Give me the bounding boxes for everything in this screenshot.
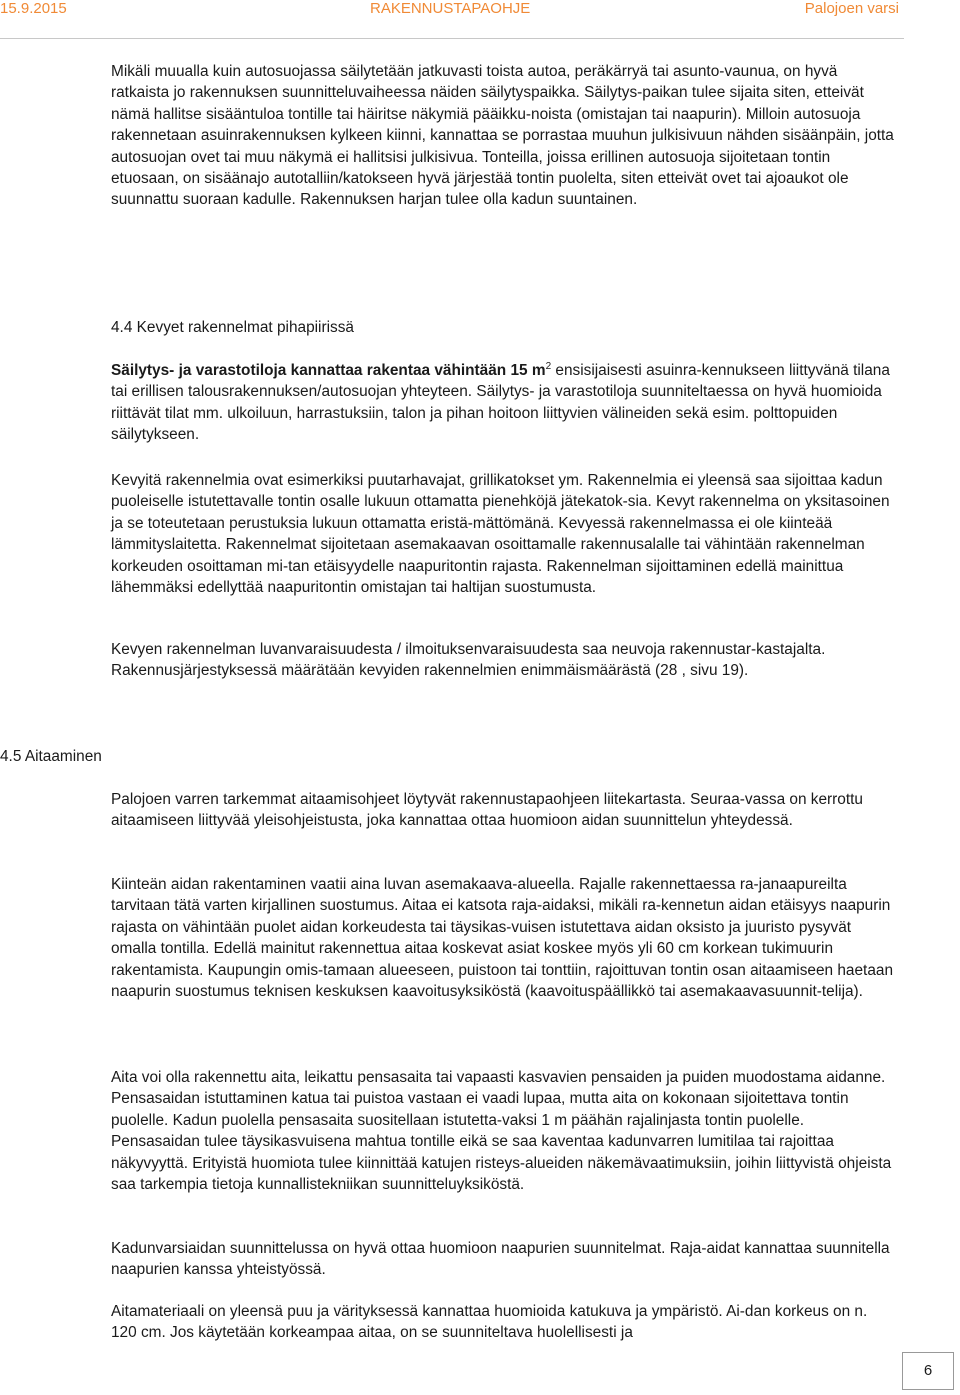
section-4-4-paragraph-2: Kevyitä rakennelmia ovat esimerkiksi puutarhavajat, grillikatokset ym. Rakennelmia ei yleensä saa sijoittaa kadun puoleiselle istutettavalle tontin osalle lukuun ottamatta pienehköjä jätekatok-sia. Kevyt rakennelma on yksitasoinen ja se toteutetaan perustuksia lukuun ottamatta eristä-mättömänä. Kevyessä rakennelmassa ei ole kiinteää lämmityslaitetta. Rakennelmat sijoitetaan asemakaavan osoittamalle rakennusalalle tai vähintään rakennelman korkeuden osoittaman mi-tan etäisyydelle naapuritontin rajasta. Rakennelman sijoittaminen edellä mainittua lähemmäksi edellyttää naapuritontin omistajan tai haltijan suostumusta. [111,472,890,597]
square-superscript: 2 [545,360,552,372]
header-date: 15.9.2015 [0,0,67,17]
header-place: Palojoen varsi [804,0,899,17]
page-number: 6 [902,1352,954,1390]
intro-paragraph: Mikäli muualla kuin autosuojassa säilytetään jatkuvasti toista autoa, peräkärryä tai asunto-vaunua, on hyvä ratkaista jo rakennuksen suunnitteluvaiheessa näiden säilytyspaikka. Säilytys-paikan tulee sijaita siten, etteivät nämä hallitse sisääntuloa tontille tai häiritse näkymiä pääikku-noista (omistajan tai naapurin). Milloin autosuoja rakennetaan asuinrakennuksen kylkeen kiinni, kannattaa se porrastaa muuhun julkisivuun nähden sisäänpäin, jotta autosuojan ovet tai muu näkymä ei hallitsisi julkisivua. Tonteilla, joissa erillinen autosuoja sijoitetaan tontin etuosaan, on sisäänajo autotalliin/katokseen hyvä järjestää tontin puolelta, siten etteivät ovet tai ajoaukot ole suunnattu suoraan kadulle. Rakennuksen harjan tulee olla kadun suuntainen. [111,63,894,209]
section-heading-4-4: 4.4 Kevyet rakennelmat pihapiirissä [111,319,354,336]
section-4-5-paragraph-5: Aitamateriaali on yleensä puu ja värityksessä kannattaa huomioida katukuva ja ympäristö. Ai-dan korkeus on n. 120 cm. Jos käytetään korkeampaa aitaa, on se suunniteltava huolellisesti ja [111,1303,868,1342]
section-4-5-paragraph-2: Kiinteän aidan rakentaminen vaatii aina luvan asemakaava-alueella. Rajalle rakennettaessa ra-janaapureilta tarvitaan tätä varten kirjallinen suostumus. Aitaa ei katsota raja-aidaksi, mikäli ra-kennetun aidan etäisyys naapurin rajasta on vähintään puolet aidan korkeudesta tai täysikas-vuisen istutettava aidan oksisto ja juuristo pysyvät omalla tontilla. Edellä mainitut rakennettua aitaa koskevat asiat koskee myös yli 60 cm korkean tukimuurin rakentamista. Kaupungin omis-tamaan alueeseen, puistoon tai tonttiin, rajoittuvan tontin osan aitaamiseen haetaan naapurin suostumus teknisen keskuksen kaavoitusyksiköstä (kaavoituspäällikkö tai asemakaavasuunnit-telija). [111,876,893,1001]
page-header [0,0,960,20]
header-title: RAKENNUSTAPAOHJE [370,0,531,17]
section-4-5-paragraph-4: Kadunvarsiaidan suunnittelussa on hyvä ottaa huomioon naapurien suunnitelmat. Raja-aidat kannattaa suunnitella naapurien kanssa yhteistyössä. [111,1240,890,1279]
section-4-4-paragraph-1 [111,360,896,446]
section-4-5-paragraph-3: Aita voi olla rakennettu aita, leikattu pensasaita tai vapaasti kasvavien pensaiden ja puiden muodostama aidanne. Pensasaidan istuttaminen katua tai puistoa vastaan ei vaadi lupaa, mutta aita on kokonaan sijoitettava tontin puolelle. Kadun puolella pensasaita suositellaan istutetta-vaksi 1 m päähän rajalinjasta tontin puolelle. Pensasaidan tulee täysikasvuisena mahtua tontille eikä se saa kaventaa kadunvarren lumitilaa tai rajoittaa näkyvyyttä. Erityistä huomiota tulee kiinnittää katujen risteys-alueiden näkemävaatimuksiin, joihin liittyvistä ohjeista saa tarkempia tietoja kunnallistekniikan suunnitteluyksiköstä. [111,1069,892,1194]
storage-size-recommendation: Säilytys- ja varastotiloja kannattaa rakentaa vähintään 15 m [111,362,546,379]
section-4-4-paragraph-3: Kevyen rakennelman luvanvaraisuudesta / ilmoituksenvaraisuudesta saa neuvoja rakennustar-kastajalta. Rakennusjärjestyksessä määrätään kevyiden rakennelmien enimmäismäärästä (28 , sivu 19). [111,641,826,680]
section-4-5-paragraph-1: Palojoen varren tarkemmat aitaamisohjeet löytyvät rakennustapaohjeen liitekartasta. Seuraa-vassa on kerrottu aitaamiseen liittyvää yleisohjeistusta, joka kannattaa ottaa huomioon aidan suunnittelun yhteydessä. [111,791,863,830]
section-heading-4-5: 4.5 Aitaaminen [0,748,102,765]
storage-paragraph-rest: ensisijaisesti asuinra-kennukseen liittyvänä tilana tai erillisen talousrakennuksen/autosuojan yhteyteen. Säilytys- ja varastotiloja suunniteltaessa on hyvä huomioida riittävät tilat mm. ulkoiluun, harrastuksiin, talon ja pihan hoitoon liittyvien välineiden sekä esim. polttopuiden säilytykseen. [111,362,890,444]
header-divider [0,38,904,39]
